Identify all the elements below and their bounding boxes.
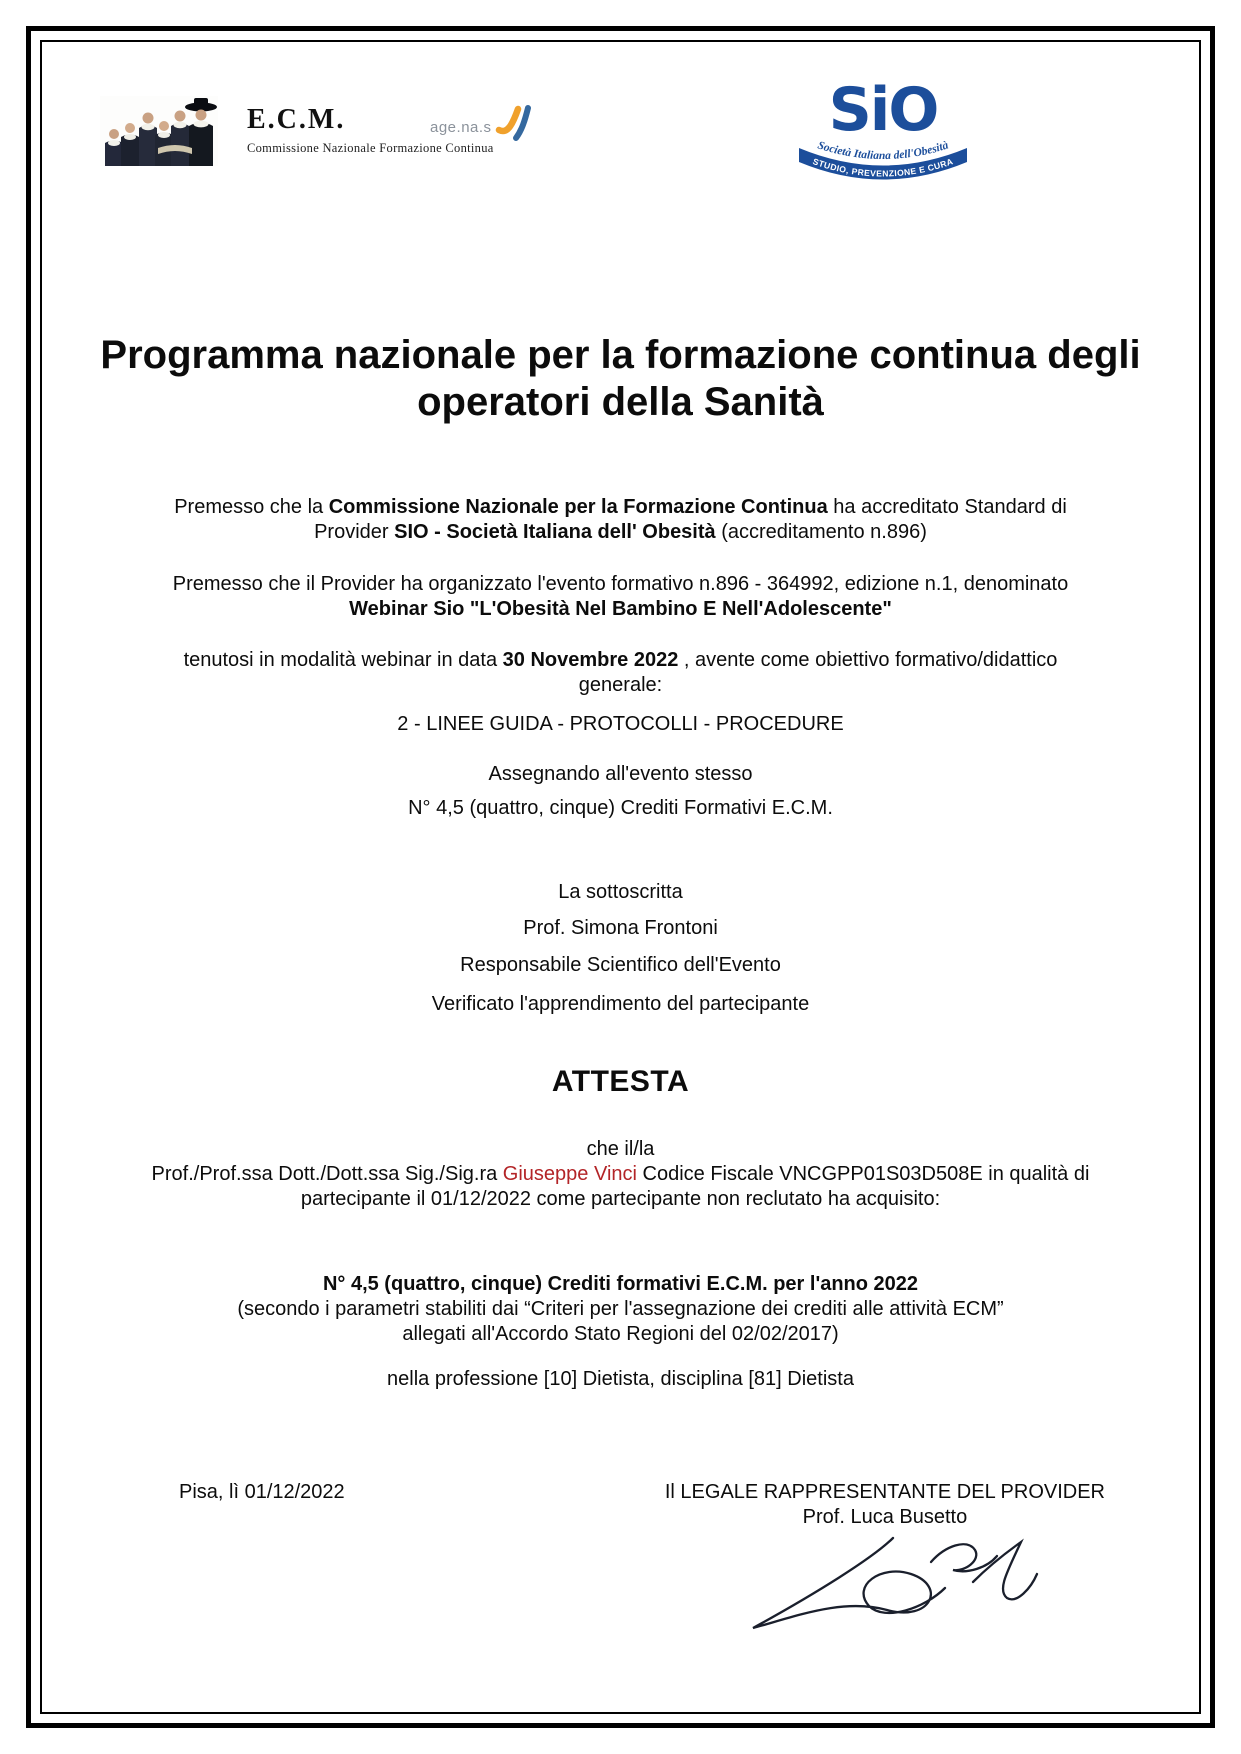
legal-representative-name: Prof. Luca Busetto xyxy=(802,1506,968,1528)
provider-sio-bold: SIO - Società Italiana dell' Obesità xyxy=(394,521,716,543)
agenas-label: age.na.s xyxy=(430,118,492,136)
assigning-line: Assegnando all'evento stesso xyxy=(488,763,753,785)
che-il-la-line: che il/la xyxy=(586,1138,655,1160)
evento-formativo-line: Premesso che il Provider ha organizzato l'evento formativo n.896 - 364992, edizione n.1, denominato xyxy=(172,573,1069,595)
participant-line3: partecipante il 01/12/2022 come partecipante non reclutato ha acquisito: xyxy=(300,1188,941,1210)
commissione-nazionale-bold: Commissione Nazionale per la Formazione Continua xyxy=(328,496,828,518)
place-date: Pisa, lì 01/12/2022 xyxy=(179,1481,345,1503)
premessa1-text: Provider xyxy=(314,521,395,543)
sio-arc-text: Società Italiana dell'Obesità xyxy=(816,139,950,163)
webinar-title-bold: Webinar Sio "L'Obesità Nel Bambino E Nell'Adolescente" xyxy=(349,598,892,620)
document-title-line2: operatori della Sanità xyxy=(417,380,824,424)
credits-awarded-block xyxy=(60,1272,1181,1347)
profession-line: nella professione [10] Dietista, disciplina [81] Dietista xyxy=(387,1368,854,1390)
scientific-director-role: Responsabile Scientifico dell'Evento xyxy=(460,954,781,976)
data-text: , avente come obiettivo formativo/didattico xyxy=(678,649,1058,671)
participant-titles: Prof./Prof.ssa Dott./Dott.ssa Sig./Sig.ra xyxy=(151,1163,503,1185)
signature-image xyxy=(735,1528,1045,1640)
premessa-evento xyxy=(60,572,1181,622)
scientific-director-name: Prof. Simona Frontoni xyxy=(523,917,718,939)
ecm-subtitle: Commissione Nazionale Formazione Continua xyxy=(247,141,494,155)
premessa1-text: ha accreditato Standard di xyxy=(827,496,1067,518)
premessa1-line1 xyxy=(60,495,1181,520)
criteria-line2: allegati all'Accordo Stato Regioni del 02/02/2017) xyxy=(402,1323,839,1345)
sio-wordmark: SiO xyxy=(828,75,938,145)
participant-paragraph xyxy=(60,1137,1181,1212)
data-line1 xyxy=(60,648,1181,673)
legal-representative-title: Il LEGALE RAPPRESENTANTE DEL PROVIDER xyxy=(664,1481,1105,1503)
participant-name: Giuseppe Vinci xyxy=(502,1163,637,1185)
data-line2: generale: xyxy=(578,674,663,696)
premessa1-text: Premesso che la xyxy=(174,496,329,518)
ecm-title: E.C.M. xyxy=(247,104,346,135)
legal-representative-block xyxy=(665,1480,1105,1530)
premessa-data xyxy=(60,648,1181,698)
undersigned-intro: La sottoscritta xyxy=(558,881,683,903)
sio-ribbon-text: STUDIO, PREVENZIONE E CURA xyxy=(811,156,955,179)
event-date-bold: 30 Novembre 2022 xyxy=(502,649,679,671)
credits-event-line: N° 4,5 (quattro, cinque) Crediti Formativi E.C.M. xyxy=(408,797,833,819)
premessa-accreditamento xyxy=(60,495,1181,545)
criteria-line1: (secondo i parametri stabiliti dai “Criteri per l'assegnazione dei crediti alle attività ECM” xyxy=(237,1298,1004,1320)
credits-awarded-bold: N° 4,5 (quattro, cinque) Crediti formativi E.C.M. per l'anno 2022 xyxy=(322,1273,919,1295)
learning-verified-line: Verificato l'apprendimento del partecipante xyxy=(431,993,810,1015)
attesta-heading: ATTESTA xyxy=(551,1065,690,1098)
certificate-body xyxy=(60,0,1181,1530)
premessa1-line2 xyxy=(60,520,1181,545)
participant-line2 xyxy=(60,1162,1181,1187)
objective-line: 2 - LINEE GUIDA - PROTOCOLLI - PROCEDURE xyxy=(397,713,844,735)
document-title xyxy=(60,332,1181,426)
document-title-line1: Programma nazionale per la formazione continua degli xyxy=(100,333,1141,377)
footer xyxy=(60,1480,1181,1530)
accreditamento-number: (accreditamento n.896) xyxy=(715,521,927,543)
data-text: tenutosi in modalità webinar in data xyxy=(183,649,503,671)
fiscal-code-text: Codice Fiscale VNCGPP01S03D508E in qualità di xyxy=(636,1163,1090,1185)
